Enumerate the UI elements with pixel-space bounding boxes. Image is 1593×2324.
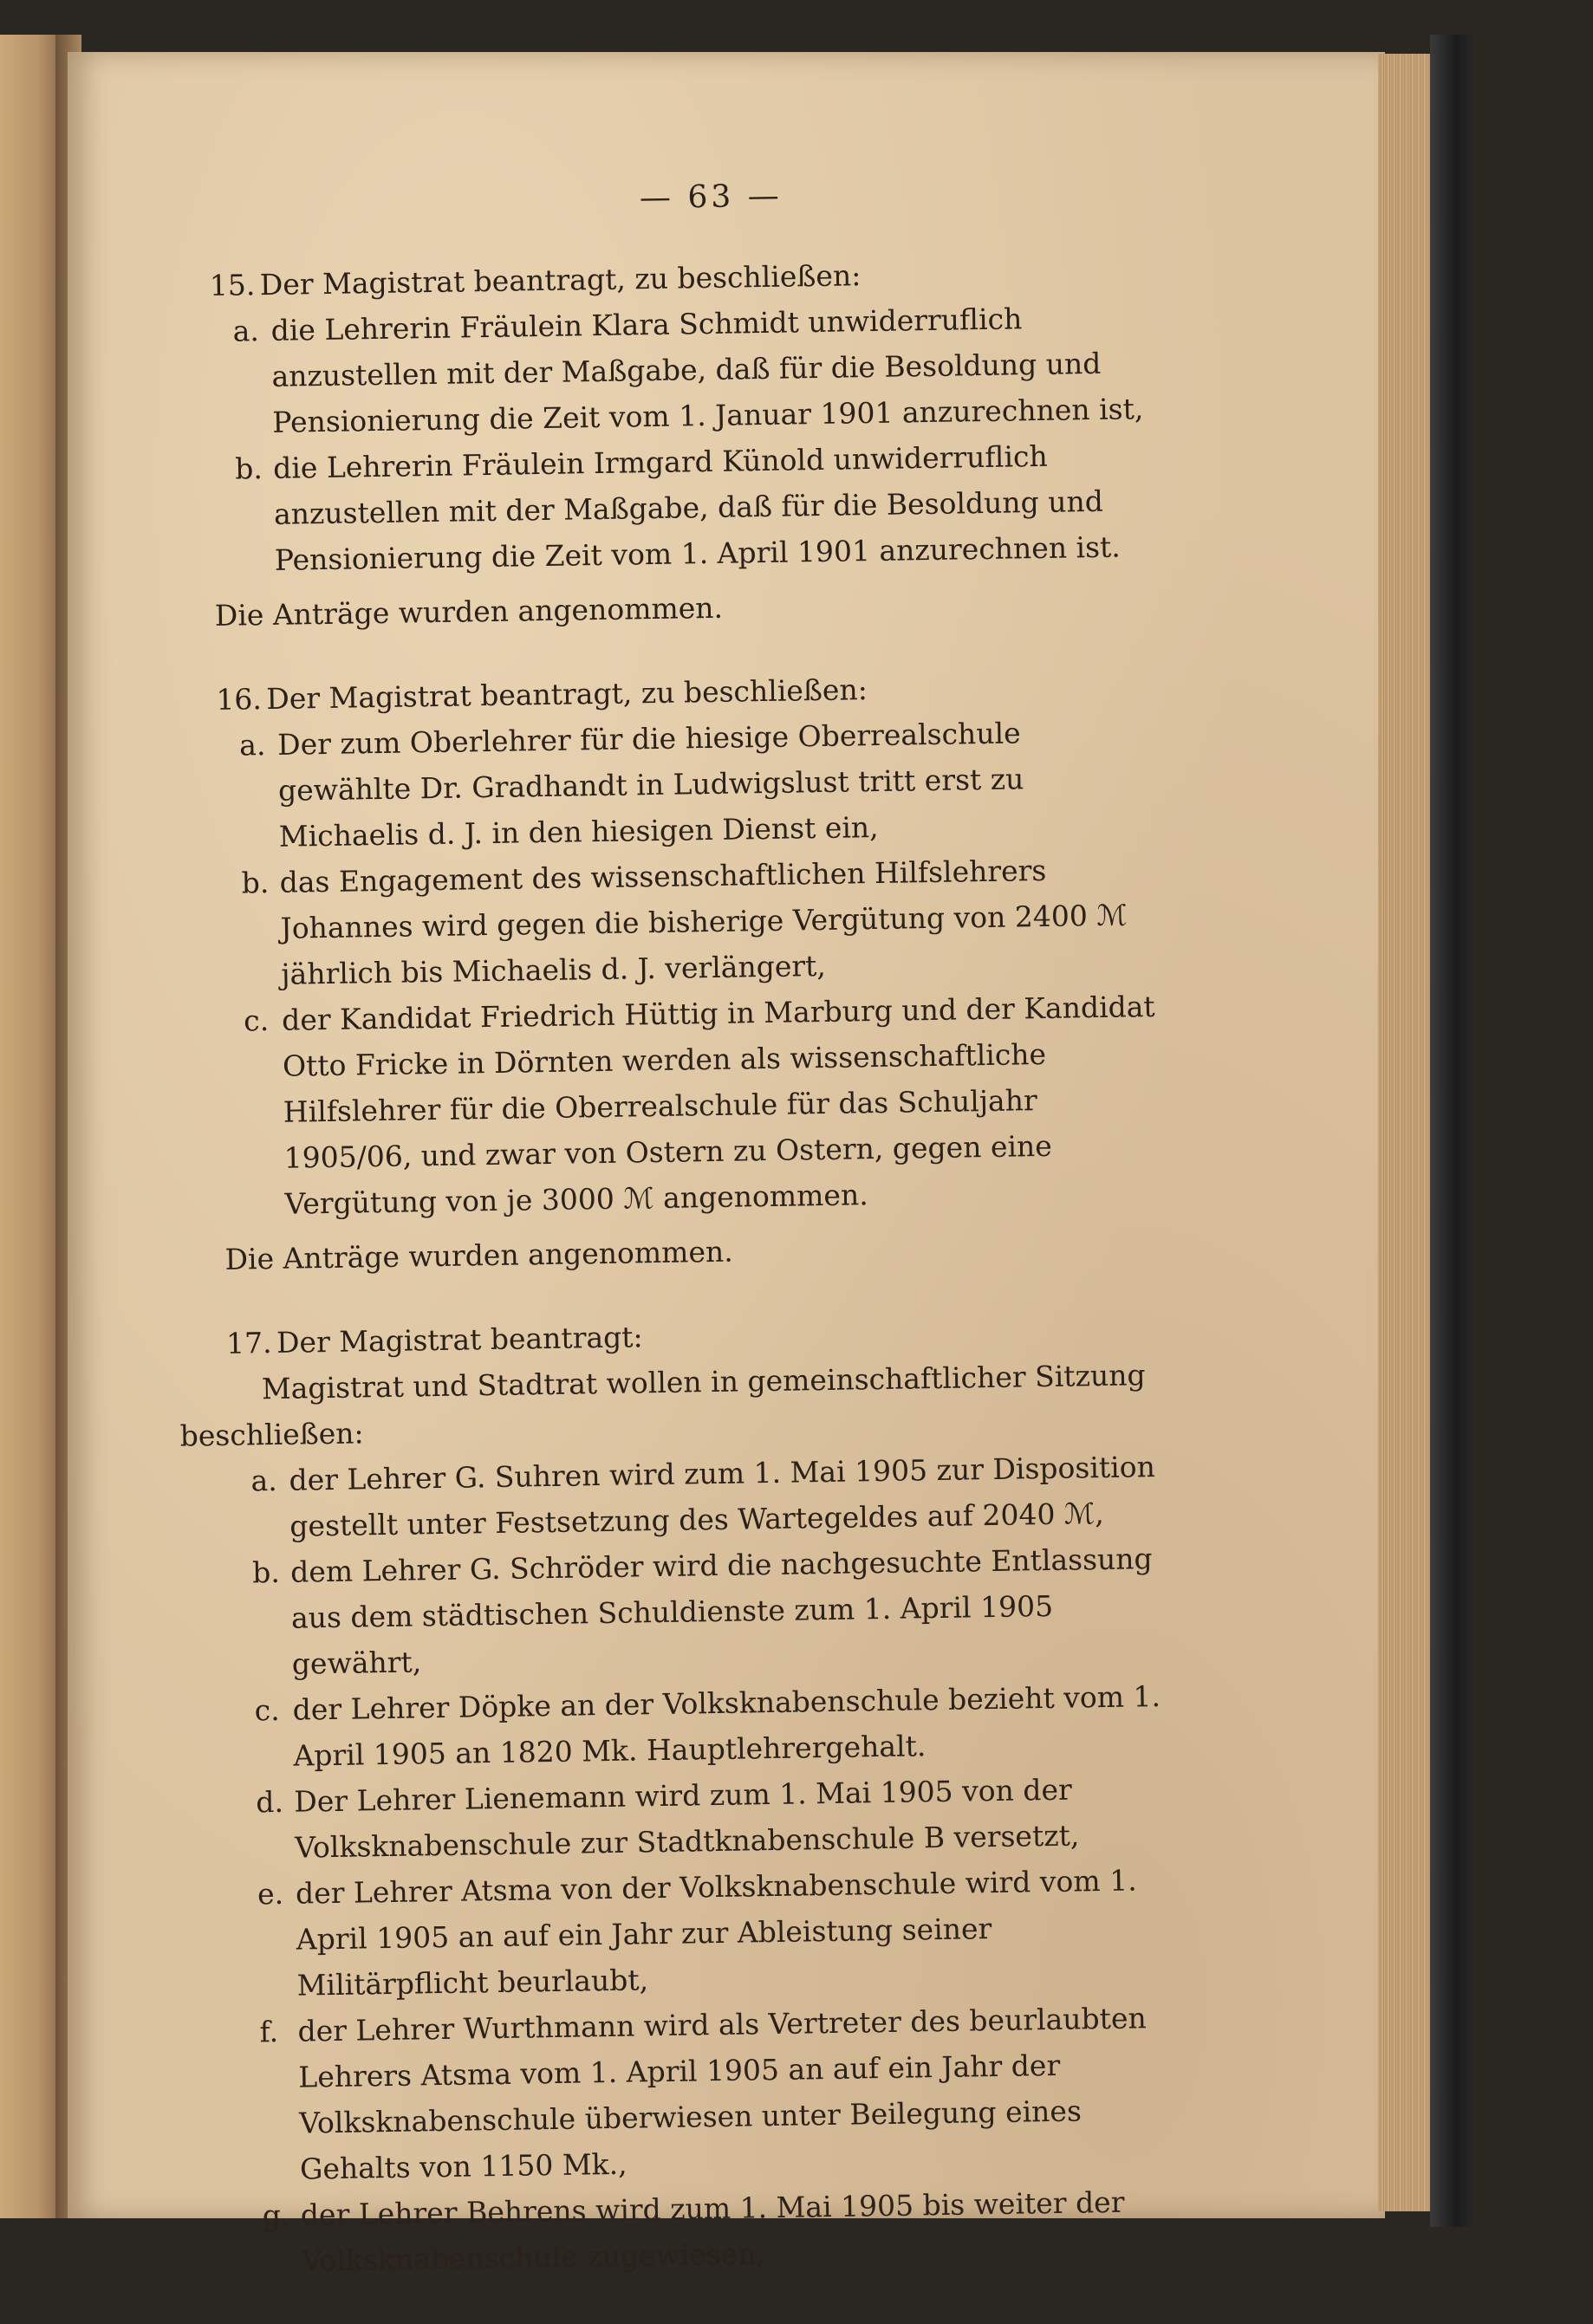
list-item bbox=[217, 708, 1154, 860]
item-letter: b. bbox=[251, 1555, 281, 1590]
item-letter: g. bbox=[262, 2197, 290, 2233]
list-item bbox=[233, 1765, 1171, 1872]
item-letter: b. bbox=[234, 451, 263, 486]
item-text: dem Lehrer G. Schröder wird die nachgesuchte Entlassung aus dem städtischen Schuldienste zum 1. April 1905 gewährt, bbox=[289, 1542, 1153, 1681]
item-text: die Lehrerin Fräulein Irmgard Künold unwiderruflich anzustellen mit der Maßgabe, daß für die Besoldung und Pensionierung die Zeit vom 1. April 1901 anzurechnen ist. bbox=[272, 438, 1122, 577]
item-text: die Lehrerin Fräulein Klara Schmidt unwiderruflich anzustellen mit der Maßgabe, daß für die Besoldung und Pensionierung die Zeit vom 1. Januar 1901 anzurechnen ist, bbox=[270, 302, 1144, 439]
item-letter: a. bbox=[232, 314, 260, 348]
section-15 bbox=[209, 248, 1151, 639]
list-item bbox=[212, 432, 1150, 584]
list-item bbox=[239, 2178, 1177, 2285]
list-item bbox=[228, 1444, 1166, 1550]
item-text: der Lehrer G. Suhren wird zum 1. Mai 1905 zur Disposition gestellt unter Festsetzung des Wartegeldes auf 2040 ℳ, bbox=[289, 1450, 1156, 1543]
item-letter: b. bbox=[241, 865, 270, 900]
list-item bbox=[221, 983, 1161, 1228]
section-number: 15. bbox=[209, 268, 256, 302]
list-item bbox=[218, 846, 1156, 998]
section-number: 16. bbox=[216, 682, 263, 717]
item-text: der Lehrer Behrens wird zum 1. Mai 1905 bis weiter der Volksknabenschule zugewiesen, bbox=[300, 2184, 1125, 2278]
item-text: der Lehrer Atsma von der Volksknabenschule wird vom 1. April 1905 an auf ein Jahr zur Ableistung seiner Militärpflicht beurlaubt, bbox=[295, 1863, 1137, 2003]
item-text: der Kandidat Friedrich Hüttig in Marburg und der Kandidat Otto Fricke in Dörnten werden als wissenschaftliche Hilfslehrer für die Oberrealschule für das Schuljahr 1905/06, und zwar von Ostern zu Ostern, gegen eine Vergütung von je 3000 ℳ angenommen. bbox=[281, 989, 1155, 1221]
section-result: Die Anträge wurden angenommen. bbox=[224, 1234, 733, 1276]
item-letter: c. bbox=[254, 1692, 280, 1728]
item-text: Der zum Oberlehrer für die hiesige Oberrealschule gewählte Dr. Gradhandt in Ludwigslust tritt erst zu Michaelis d. J. in den hiesigen Dienst ein, bbox=[276, 716, 1024, 854]
facing-page-edge bbox=[0, 35, 62, 2218]
item-text: Der Lehrer Lienemann wird zum 1. Mai 1905 von der Volksknabenschule zur Stadtknabenschule B versetzt, bbox=[294, 1772, 1080, 1865]
page-number: — 63 — bbox=[639, 178, 783, 217]
item-letter: f. bbox=[259, 2014, 279, 2049]
list-item bbox=[235, 1857, 1173, 2009]
scan-background bbox=[1473, 0, 1593, 2247]
item-text: der Lehrer Wurthmann wird als Vertreter des beurlaubten Lehrers Atsma vom 1. April 1905 an auf ein Jahr der Volksknabenschule überwiesen unter Beilegung eines Gehalts von 1150 Mk., bbox=[297, 2001, 1147, 2186]
section-heading-text: Der Magistrat beantragt, zu beschließen: bbox=[259, 258, 862, 302]
item-letter: d. bbox=[256, 1784, 284, 1820]
section-heading-text: Der Magistrat beantragt: bbox=[276, 1320, 643, 1360]
section-17 bbox=[179, 1306, 1177, 2285]
section-result: Die Anträge wurden angenommen. bbox=[214, 590, 724, 633]
item-text: das Engagement des wissenschaftlichen Hilfslehrers Johannes wird gegen die bisherige Vergütung von 2400 ℳ jährlich bis Michaelis d. J. verlängert, bbox=[279, 853, 1128, 991]
item-letter: a. bbox=[250, 1463, 278, 1498]
item-letter: a. bbox=[238, 728, 266, 763]
list-item bbox=[231, 1673, 1169, 1780]
page-text bbox=[179, 167, 1178, 2323]
item-letter: e. bbox=[257, 1876, 284, 1912]
list-item bbox=[230, 1535, 1167, 1688]
section-intro: Magistrat und Stadtrat wollen in gemeinschaftlicher Sitzung beschließen: bbox=[179, 1358, 1146, 1453]
item-letter: c. bbox=[243, 1003, 270, 1038]
list-item bbox=[237, 1995, 1175, 2193]
section-heading-text: Der Magistrat beantragt, zu beschließen: bbox=[266, 672, 868, 717]
section-16 bbox=[216, 662, 1161, 1282]
section-number: 17. bbox=[225, 1326, 272, 1360]
item-text: der Lehrer Döpke an der Volksknabenschule bezieht vom 1. April 1905 an 1820 Mk. Hauptlehrergehalt. bbox=[292, 1678, 1161, 1773]
list-item bbox=[210, 294, 1148, 446]
